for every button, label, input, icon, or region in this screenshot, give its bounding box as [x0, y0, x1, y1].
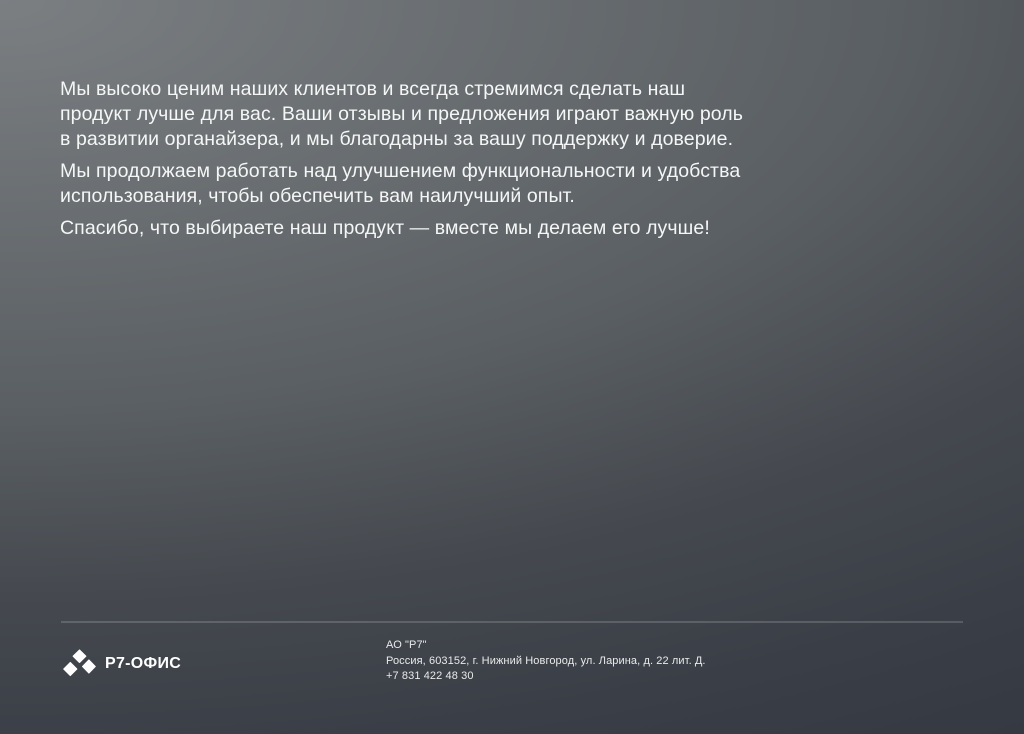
company-name: АО "Р7"	[386, 639, 427, 651]
paragraph	[60, 159, 743, 209]
logo-wordmark: Р7-ОФИС	[105, 654, 182, 672]
paragraph	[60, 77, 743, 152]
text-line: в развитии органайзера, и мы благодарны за вашу поддержку и доверие.	[60, 128, 734, 150]
text-line: Спасибо, что выбираете наш продукт — вместе мы делаем его лучше!	[60, 217, 710, 239]
r7-office-diamonds-icon	[63, 649, 96, 679]
r7-office-logo	[63, 648, 181, 679]
text-line: Мы высоко ценим наших клиентов и всегда стремимся сделать наш	[60, 78, 686, 100]
company-street-address: Россия, 603152, г. Нижний Новгород, ул. Ларина, д. 22 лит. Д.	[386, 654, 706, 667]
paragraph	[60, 216, 743, 241]
company-phone: +7 831 422 48 30	[386, 670, 474, 683]
footer-divider	[61, 621, 963, 623]
text-line: продукт лучше для вас. Ваши отзывы и предложения играют важную роль	[60, 103, 744, 125]
company-address	[386, 638, 706, 685]
message-text	[60, 77, 743, 248]
text-line: использования, чтобы обеспечить вам наилучший опыт.	[60, 185, 575, 207]
text-line: Мы продолжаем работать над улучшением функциональности и удобства	[60, 160, 741, 182]
